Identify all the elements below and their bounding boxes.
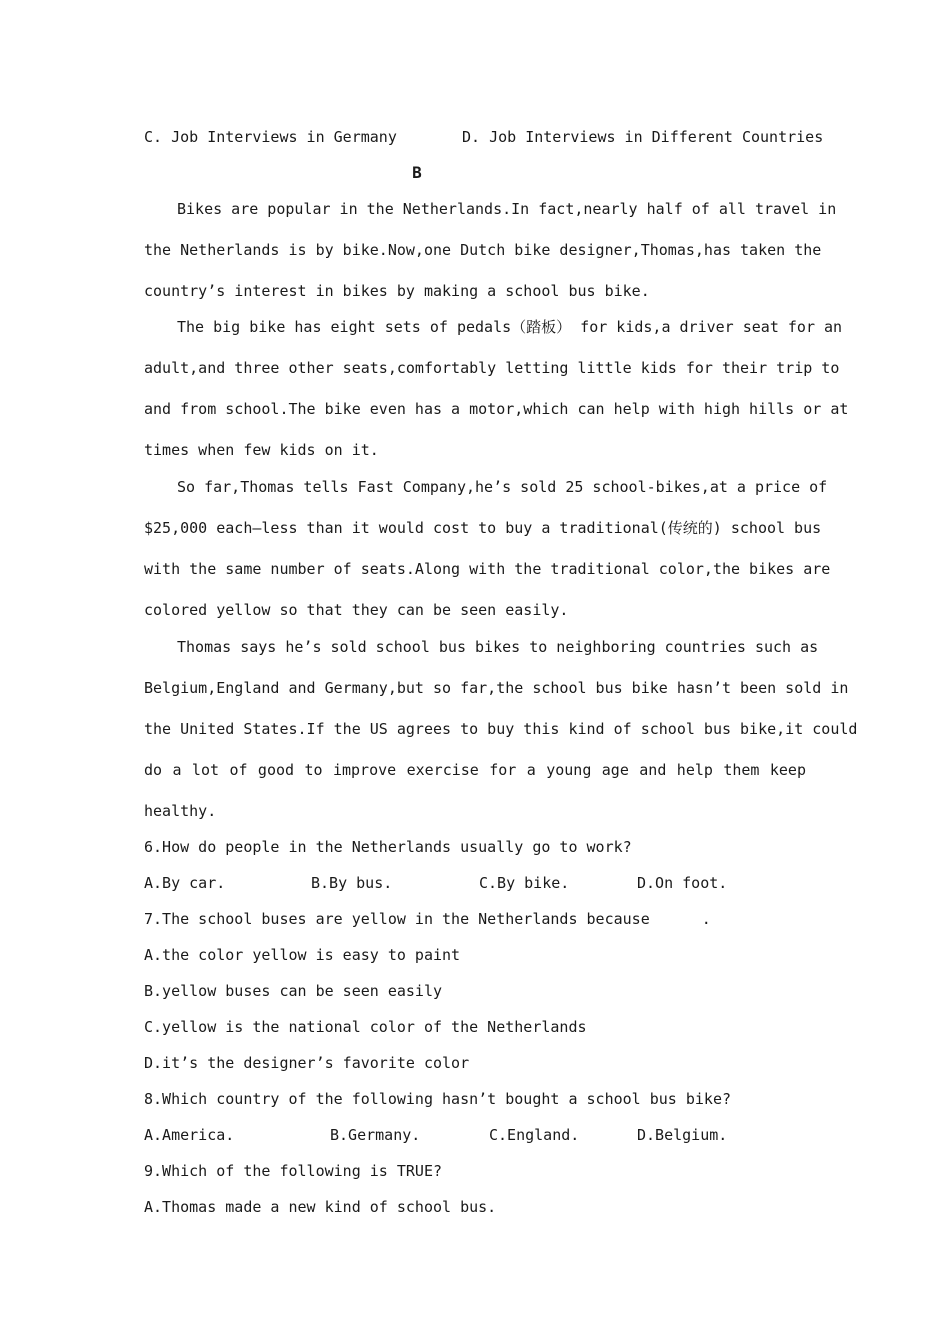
passage-line: Bikes are popular in the Netherlands.In fact,nearly half of all travel in — [177, 200, 837, 218]
passage-line: Thomas says he’s sold school bus bikes to neighboring countries such as — [177, 638, 819, 656]
passage-line: adult,and three other seats,comfortably letting little kids for their trip to — [144, 359, 840, 377]
passage-line: healthy. — [144, 802, 217, 820]
passage-line: country’s interest in bikes by making a school bus bike. — [144, 282, 650, 300]
q6-option-c: C.By bike. — [479, 874, 570, 892]
q7-option-d: D.it’s the designer’s favorite color — [144, 1054, 470, 1072]
passage-line: and from school.The bike even has a motor,which can help with high hills or at — [144, 400, 849, 418]
question-6-stem: 6.How do people in the Netherlands usually go to work? — [144, 838, 632, 856]
q8-option-c: C.England. — [489, 1126, 580, 1144]
prev-option-d: D. Job Interviews in Different Countries — [462, 128, 824, 146]
passage-line: So far,Thomas tells Fast Company,he’s sold 25 school-bikes,at a price of — [177, 478, 828, 496]
passage-line: do a lot of good to improve exercise for a young age and help them keep — [144, 761, 806, 779]
question-9-stem: 9.Which of the following is TRUE? — [144, 1162, 443, 1180]
question-7-stem — [144, 909, 806, 929]
section-title: B — [412, 163, 422, 182]
q6-option-a: A.By car. — [144, 874, 226, 892]
passage-line: the United States.If the US agrees to buy this kind of school bus bike,it could — [144, 720, 858, 738]
prev-option-c: C. Job Interviews in Germany — [144, 128, 397, 146]
q9-option-a: A.Thomas made a new kind of school bus. — [144, 1198, 497, 1216]
q7-option-c: C.yellow is the national color of the Netherlands — [144, 1018, 587, 1036]
passage-line: The big bike has eight sets of pedals（踏板） for kids,a driver seat for an — [177, 318, 843, 336]
question-8-stem: 8.Which country of the following hasn’t bought a school bus bike? — [144, 1090, 731, 1108]
passage-line: the Netherlands is by bike.Now,one Dutch bike designer,Thomas,has taken the — [144, 241, 822, 259]
q8-option-d: D.Belgium. — [637, 1126, 728, 1144]
q8-option-a: A.America. — [144, 1126, 235, 1144]
question-7-text: 7.The school buses are yellow in the Netherlands because — [144, 910, 650, 928]
q8-option-b: B.Germany. — [330, 1126, 421, 1144]
passage-line: Belgium,England and Germany,but so far,the school bus bike hasn’t been sold in — [144, 679, 849, 697]
q7-option-b: B.yellow buses can be seen easily — [144, 982, 443, 1000]
question-7-period: . — [701, 910, 711, 928]
passage-line: $25,000 each—less than it would cost to buy a traditional(传统的) school bus — [144, 519, 822, 537]
q7-option-a: A.the color yellow is easy to paint — [144, 946, 461, 964]
q6-option-b: B.By bus. — [311, 874, 393, 892]
q6-option-d: D.On foot. — [637, 874, 728, 892]
passage-line: with the same number of seats.Along with the traditional color,the bikes are — [144, 560, 831, 578]
passage-line: colored yellow so that they can be seen easily. — [144, 601, 569, 619]
answer-blank — [650, 910, 702, 924]
passage-line: times when few kids on it. — [144, 441, 379, 459]
